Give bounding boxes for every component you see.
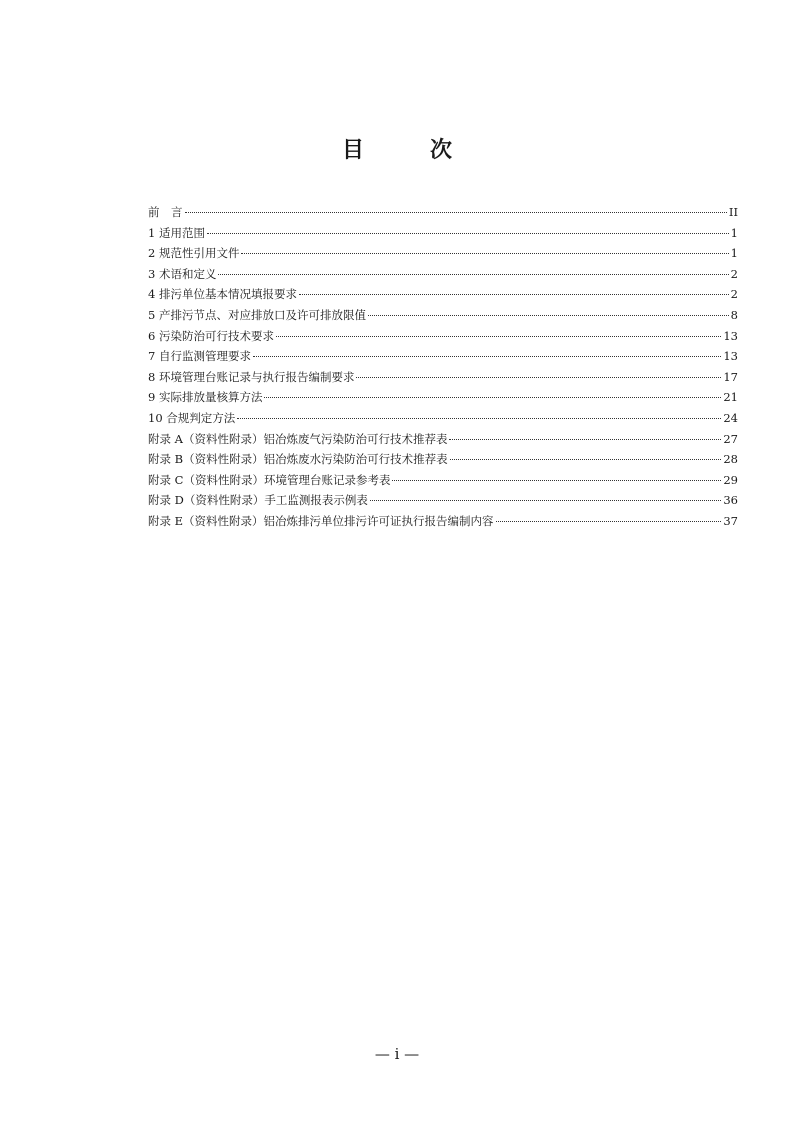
- toc-leader-dots: [276, 335, 721, 337]
- toc-leader-dots: [496, 520, 722, 522]
- toc-entry-page: 13: [723, 328, 738, 343]
- toc-leader-dots: [368, 314, 729, 316]
- toc-leader-dots: [218, 273, 728, 275]
- toc-entry-page: 2: [730, 287, 738, 302]
- page-title: 目 次: [341, 138, 474, 163]
- toc-entry-label: 1 适用范围: [148, 225, 205, 240]
- toc-leader-dots: [392, 479, 721, 481]
- toc-entry-label: 附录 A（资料性附录）铝冶炼废气污染防治可行技术推荐表: [148, 431, 448, 446]
- toc-leader-dots: [299, 293, 729, 295]
- toc-leader-dots: [207, 232, 729, 234]
- toc-entry-label: 附录 C（资料性附录）环境管理台账记录参考表: [148, 472, 391, 487]
- toc-entry-label: 2 规范性引用文件: [148, 246, 240, 261]
- toc-entry[interactable]: [148, 223, 738, 244]
- toc-leader-dots: [449, 438, 721, 440]
- toc-entry-page: 28: [723, 452, 738, 467]
- toc-entry-label: 附录 E（资料性附录）铝冶炼排污单位排污许可证执行报告编制内容: [148, 513, 494, 528]
- toc-entry[interactable]: [148, 305, 738, 326]
- toc-entry-label: 9 实际排放量核算方法: [148, 390, 263, 405]
- toc-entry[interactable]: [148, 326, 738, 347]
- toc-entry-page: 24: [723, 410, 738, 425]
- toc-entry-page: 1: [730, 246, 738, 261]
- toc-entry-page: II: [728, 205, 738, 219]
- toc-entry-page: 13: [723, 349, 738, 364]
- toc-entry[interactable]: [148, 449, 738, 470]
- toc-entry-label: 5 产排污节点、对应排放口及许可排放限值: [148, 307, 366, 322]
- toc-entry-label: 7 自行监测管理要求: [148, 349, 251, 364]
- toc-entry[interactable]: [148, 387, 738, 408]
- toc-leader-dots: [356, 376, 721, 378]
- toc-entry-page: 36: [723, 493, 738, 508]
- toc-entry[interactable]: [148, 264, 738, 285]
- toc-entry-label: 3 术语和定义: [148, 266, 217, 281]
- toc-leader-dots: [264, 396, 721, 398]
- toc-entry[interactable]: [148, 429, 738, 450]
- toc-entry-page: 21: [723, 390, 738, 405]
- toc-entry-label: 前 言: [148, 205, 183, 219]
- toc-leader-dots: [185, 211, 727, 213]
- toc-entry-page: 17: [723, 369, 738, 384]
- toc-entry[interactable]: [148, 490, 738, 511]
- toc-entry[interactable]: [148, 408, 738, 429]
- page-number-footer: — i —: [374, 1045, 420, 1063]
- toc-entry[interactable]: [148, 202, 738, 223]
- toc-leader-dots: [370, 499, 721, 501]
- toc-leader-dots: [237, 417, 721, 419]
- toc-entry-page: 27: [723, 431, 738, 446]
- toc-entry-label: 10 合规判定方法: [148, 410, 236, 425]
- toc-entry-page: 37: [723, 513, 738, 528]
- toc-entry-page: 29: [723, 472, 738, 487]
- table-of-contents: [148, 202, 738, 532]
- toc-entry[interactable]: [148, 367, 738, 388]
- toc-entry[interactable]: [148, 284, 738, 305]
- toc-entry-label: 4 排污单位基本情况填报要求: [148, 287, 297, 302]
- toc-entry-label: 8 环境管理台账记录与执行报告编制要求: [148, 369, 355, 384]
- toc-entry-page: 8: [730, 307, 738, 322]
- toc-entry-label: 附录 B（资料性附录）铝冶炼废水污染防治可行技术推荐表: [148, 452, 448, 467]
- toc-entry-page: 1: [730, 225, 738, 240]
- toc-leader-dots: [253, 355, 721, 357]
- toc-entry[interactable]: [148, 243, 738, 264]
- toc-entry[interactable]: [148, 470, 738, 491]
- toc-leader-dots: [450, 458, 722, 460]
- toc-entry-label: 6 污染防治可行技术要求: [148, 328, 274, 343]
- toc-leader-dots: [241, 252, 728, 254]
- toc-entry-page: 2: [730, 266, 738, 281]
- toc-entry[interactable]: [148, 346, 738, 367]
- toc-entry[interactable]: [148, 511, 738, 532]
- toc-entry-label: 附录 D（资料性附录）手工监测报表示例表: [148, 493, 368, 508]
